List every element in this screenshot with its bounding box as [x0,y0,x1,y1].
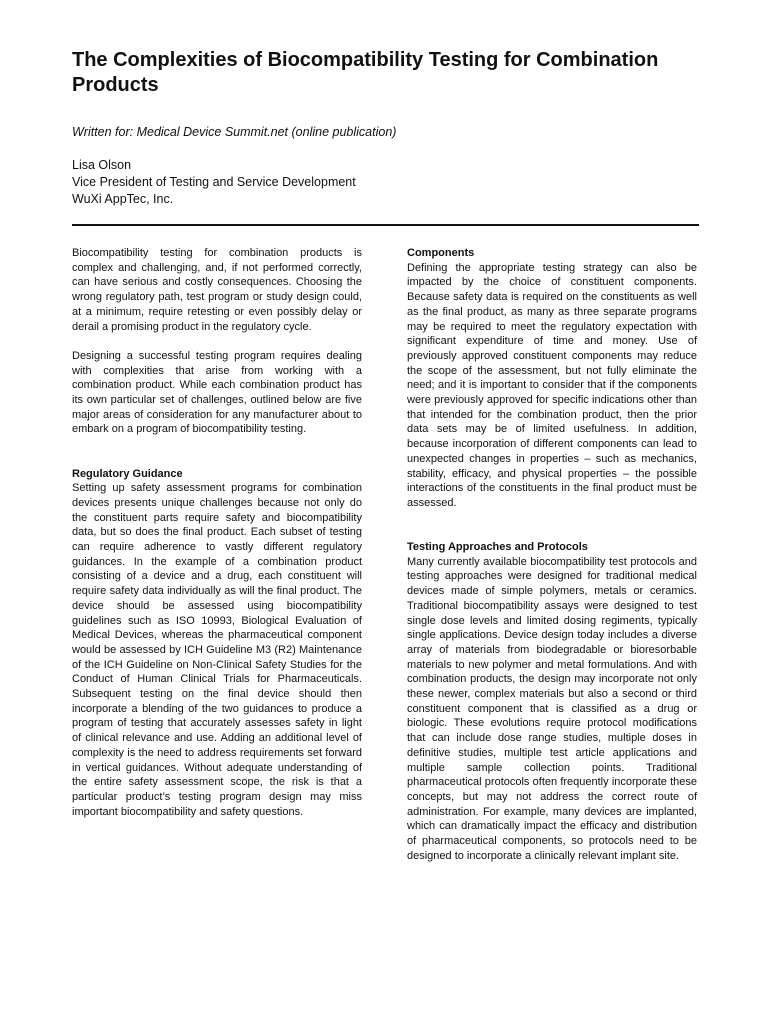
author-name: Lisa Olson [72,158,132,172]
intro-paragraph-1: Biocompatibility testing for combination products is complex and challenging, and, if not performed correctly, can have serious and costly consequences. Choosing the wrong regulatory path, test program or study design could, at a minimum, require retesting or even possibly delay or derail a promising product in the regulatory cycle. [72,247,362,333]
testing-approaches-body: Many currently available biocompatibility test protocols and testing approaches were designed for traditional medical devices made of simple polymers, metals or ceramics. Traditional biocompatibility assays were designed to test single dose levels and limited dosing regiments, typically single applications. Device design today includes a diverse array of materials from biodegradable or bioresorbable materials to new polymer and metal formulations. And with combination products, the design may incorporate not only these newer, complex materials but also a second or third constituent component that is classified as a drug or biologic. These evolutions require protocol modifications that can include dose range studies, multiple doses in definitive studies, multiple test article applications and multiple sample collection points. Traditional pharmaceutical protocols often frequently incorporate these concepts, but may not address the correct route of administration. For example, many devices are implanted, which can dramatically impact the efficacy and distribution of pharmaceutical components, so protocols need to be designed to incorporate a clinically relevant implant site. [407,555,697,862]
article-title: The Complexities of Biocompatibility Testing for Combination Products [72,49,659,96]
author-company: WuXi AppTec, Inc. [72,192,174,206]
intro-paragraph-2: Designing a successful testing program requires dealing with complexities that arise from working with a combination product. While each combination product has its own particular set of challenges, outlined below are five major areas of consideration for any manufacturer about to embark on a program of biocompatibility testing. [72,349,362,436]
left-column [72,246,362,819]
testing-approaches-heading: Testing Approaches and Protocols [407,541,588,554]
components-heading: Components [407,247,475,259]
components-body: Defining the appropriate testing strategy can also be impacted by the choice of constituent components. Because safety data is required on the constituents as well as the final product, as many as three separate programs may be required to meet the regulatory expectation with significant expenditure of time and money. Use of previously approved constituent components may reduce the scope of the assessment, but not fully eliminate the need; and it is important to consider that if the components were previously approved for specific indications other than that intended for the combination product, then the prior data sets may be of limited usefulness. In addition, because incorporation of different components can lead to unexpected changes in properties – such as mechanics, stability, efficacy, and physical properties – the possible interactions of the constituents in the final product must be assessed. [407,261,697,509]
author-role: Vice President of Testing and Service Development [72,175,356,189]
section-spacer [407,511,697,540]
header-divider [72,224,699,226]
regulatory-guidance-body: Setting up safety assessment programs for combination devices presents unique challenges because not only do the constituent parts require safety and biocompatibility data, but so does the final product. Each subset of testing can require adherence to vastly different regulatory guidances. In the example of a combination product consisting of a device and a drug, each constituent will require safety data individually as will the final product. The device should be assessed using biocompatibility guidelines such as ISO 10993, Biological Evaluation of Medical Devices, whereas the pharmaceutical component would be assessed by ICH Guideline M3 (R2) Maintenance of the ICH Guideline on Non-Clinical Safety Studies for the Conduct of Human Clinical Trials for Pharmaceuticals. Subsequent testing on the final device should then incorporate a blending of the two guidances to produce a program of testing that accurately assesses safety in light of clinical relevance and use. Adding an additional level of complexity is the need to address requirements set forward in vertical guidances. Without adequate understanding of the entire safety assessment scope, the risk is that a particular product’s testing program design may miss important biocompatibility and safety questions. [72,482,362,818]
paragraph-spacer [72,334,362,349]
regulatory-guidance-heading: Regulatory Guidance [72,467,183,480]
right-column [407,246,697,864]
written-for-line: Written for: Medical Device Summit.net (online publication) [72,125,397,139]
author-block [72,157,356,208]
section-spacer [72,437,362,466]
